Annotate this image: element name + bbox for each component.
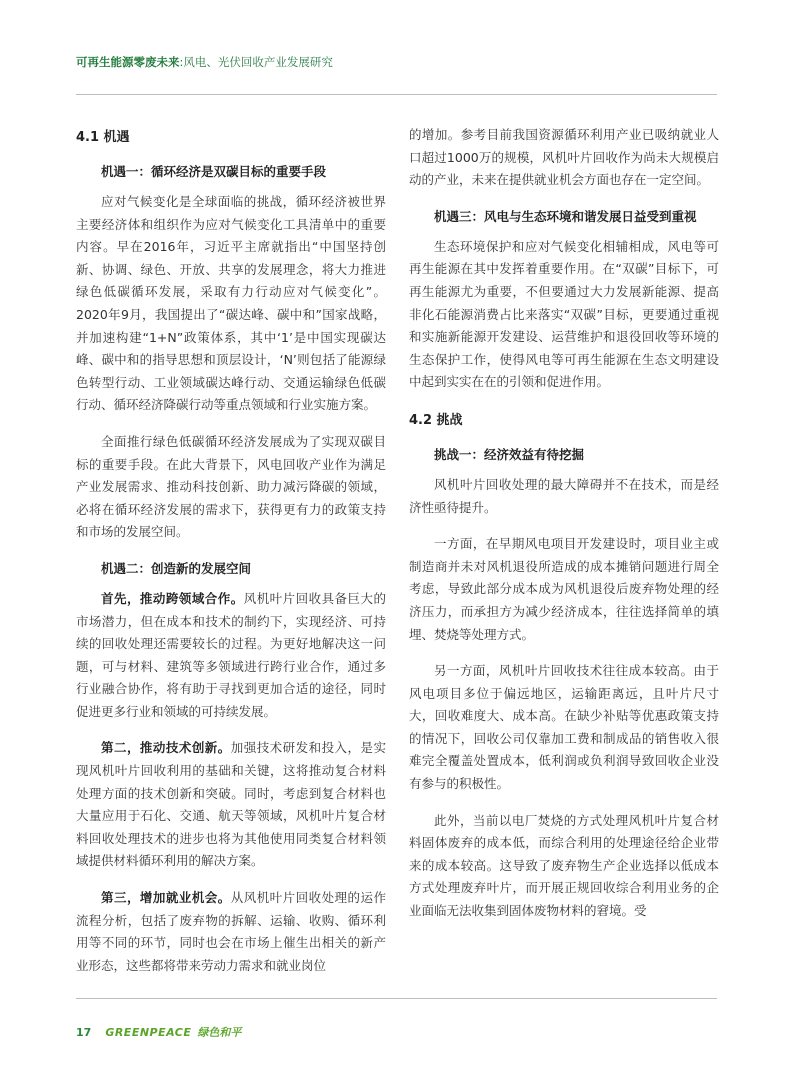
right-column (409, 124, 719, 937)
opportunity-1-heading: 机遇一：循环经济是双碳目标的重要手段 (101, 164, 327, 179)
challenge-1-paragraph-1: 风机叶片回收处理的最大障碍并不在技术，而是经济性亟待提升。 (409, 476, 719, 515)
paragraph-body: 风机叶片回收具备巨大的市场潜力，但在成本和技术的制约下，实现经济、可持续的回收处理还需要较长的过程。为更好地解决这一问题，可与材料、建筑等多领域进行跨行业合作，通过多行业融合协作，将有助于寻找到更加合适的途径，同时促进更多行业和领域的可持续发展。 (76, 590, 386, 719)
continued-paragraph: 的增加。参考目前我国资源循环利用产业已吸纳就业人口超过1000万的规模，风机叶片回收作为尚未大规模启动的产业，未来在提供就业机会方面也存在一定空间。 (409, 127, 719, 188)
paragraph-lead-bold: 第三，增加就业机会。 (101, 890, 231, 906)
opportunity-2-paragraph-1 (76, 588, 386, 724)
opportunity-2-paragraph-2 (76, 737, 386, 873)
greenpeace-logo-chinese: 绿色和平 (197, 1026, 242, 1039)
page-footer (76, 1024, 241, 1040)
paragraph-lead-bold: 首先，推动跨领域合作。 (101, 590, 244, 606)
greenpeace-logo: GREENPEACE (105, 1025, 192, 1039)
challenge-1-paragraph-4: 此外，当前以电厂焚烧的方式处理风机叶片复合材料固体废弃的成本低，而综合利用的处理途径给企业带来的成本较高。这导致了废弃物生产企业选择以低成本方式处理废弃叶片，而开展正规回收综合利用业务的企业面临无法收集到固体废物材料的窘境。受 (409, 812, 719, 919)
challenge-1-paragraph-2: 一方面，在早期风电项目开发建设时，项目业主或制造商并未对风机退役所造成的成本摊销问题进行周全考虑，导致此部分成本成为风机退役后废弃物处理的经济压力，而承担方为减少经济成本，往往选择简单的填埋、焚烧等处理方式。 (409, 536, 719, 642)
opportunity-3-heading: 机遇三：风电与生态环境和谐发展日益受到重视 (434, 208, 697, 224)
header-title-rest: :风电、光伏回收产业发展研究 (179, 55, 333, 69)
opportunity-2-heading: 机遇二：创造新的发展空间 (101, 560, 252, 576)
opportunity-2-paragraph-3 (76, 887, 386, 977)
page-number: 17 (76, 1025, 92, 1039)
section-heading-opportunities: 4.1 机遇 (76, 130, 130, 145)
header-divider (76, 94, 717, 95)
footer-divider (76, 998, 717, 999)
header-title-bold: 可再生能源零废未来 (76, 55, 180, 69)
challenge-1-heading: 挑战一：经济效益有待挖掘 (434, 446, 585, 462)
paragraph-body: 加强技术研发和投入，是实现风机叶片回收利用的基础和关键，这将推动复合材料处理方面的技术创新和突破。同时，考虑到复合材料也大量应用于石化、交通、航天等领域，风机叶片复合材料回收处理技术的进步也将为其他使用同类复合材料领域提供材料循环利用的解决方案。 (76, 740, 386, 869)
running-header (76, 54, 333, 70)
paragraph-lead-bold: 第二，推动技术创新。 (101, 740, 231, 756)
challenge-1-paragraph-3: 另一方面，风机叶片回收技术往往成本较高。由于风电项目多位于偏远地区，运输距离远，且叶片尺寸大，回收难度大、成本高。在缺少补贴等优惠政策支持的情况下，回收公司仅靠加工费和制成品的销售收入很难完全覆盖处置成本，低利润或负利润导致回收企业没有参与的积极性。 (409, 663, 719, 792)
opportunity-3-paragraph-1: 生态环境保护和应对气候变化相辅相成，风电等可再生能源在其中发挥着重要作用。在“双碳”目标下，可再生能源尤为重要，不但要通过大力发展新能源、提高非化石能源消费占比来落实“双碳”目标，更要通过重视和实施新能源开发建设、运营维护和退役回收等环境的生态保护工作，使得风电等可再生能源在生态文明建设中起到实实在在的引领和促进作用。 (409, 238, 719, 390)
opportunity-1-paragraph-2: 全面推行绿色低碳循环经济发展成为了实现双碳目标的重要手段。在此大背景下，风电回收产业作为满足产业发展需求、推动科技创新、助力减污降碳的领域，必将在循环经济发展的需求下，获得更有力的政策支持和市场的发展空间。 (76, 433, 386, 540)
left-column (76, 124, 386, 991)
opportunity-1-paragraph-1: 应对气候变化是全球面临的挑战，循环经济被世界主要经济体和组织作为应对气候变化工具清单中的重要内容。早在2016年，习近平主席就指出“中国坚持创新、协调、绿色、开放、共享的发展理念，将大力推进绿色低碳循环发展，采取有力行动应对气候变化”。2020年9月，我国提出了“碳达峰、碳中和”国家战略，并加速构建“1+N”政策体系，其中‘1’是中国实现碳达峰、碳中和的指导思想和顶层设计，‘N’则包括了能源绿色转型行动、工业领域碳达峰行动、交通运输绿色低碳行动、循环经济降碳行动等重点领域和行业实施方案。 (76, 194, 386, 413)
section-heading-challenges: 4.2 挑战 (409, 412, 463, 428)
paragraph-body: 从风机叶片回收处理的运作流程分析，包括了废弃物的拆解、运输、收购、循环利用等不同的环节，同时也会在市场上催生出相关的新产业形态，这些都将带来劳动力需求和就业岗位 (76, 890, 386, 973)
